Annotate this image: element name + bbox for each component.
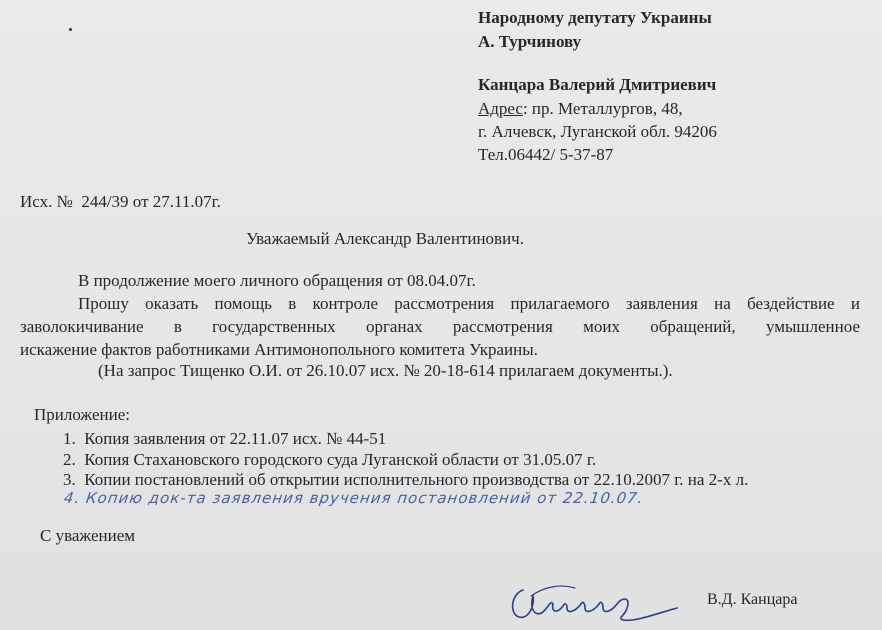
body-paragraph-2-line3: искажение фактов работниками Антимонопольного комитета Украины. xyxy=(20,340,538,359)
handwritten-attachment: 4. Копию док-та заявления вручения постановлений от 22.10.07. xyxy=(62,489,645,507)
signature xyxy=(505,578,685,630)
closing: С уважением xyxy=(40,526,136,545)
sender-phone: Тел.06442/ 5-37-87 xyxy=(478,145,614,164)
attachment-item: 2. Копия Стахановского городского суда Луганской области от 31.05.07 г. xyxy=(63,450,597,469)
attachment-item: 3. Копии постановлений об открытии исполнительного производства от 22.10.2007 г. на 2-х л. xyxy=(63,470,749,489)
body-paragraph-3: (На запрос Тищенко О.И. от 26.10.07 исх. № 20-18-614 прилагаем документы.). xyxy=(98,361,673,380)
sender-address-line1 xyxy=(478,99,683,119)
signature-name: В.Д. Канцара xyxy=(707,591,798,608)
attachments-heading: Приложение: xyxy=(34,405,130,424)
sender-name: Канцара Валерий Дмитриевич xyxy=(478,75,717,94)
salutation: Уважаемый Александр Валентинович. xyxy=(246,229,524,248)
body-paragraph-1: В продолжение моего личного обращения от 08.04.07г. xyxy=(78,271,476,290)
address-street: : пр. Металлургов, 48, xyxy=(522,99,683,118)
attachment-item: 1. Копия заявления от 22.11.07 исх. № 44-51 xyxy=(63,429,387,448)
recipient-line2: А. Турчинову xyxy=(478,32,582,51)
body-paragraph-2-line1: Прошу оказать помощь в контроле рассмотрения прилагаемого заявления на бездействие и xyxy=(78,294,860,313)
address-label: Адрес xyxy=(478,99,523,118)
recipient-line1: Народному депутату Украины xyxy=(478,8,712,27)
outgoing-number: Исх. № 244/39 от 27.11.07г. xyxy=(20,192,221,211)
speck xyxy=(69,28,72,31)
body-paragraph-2-line2: заволокичивание в государственных органах рассмотрения моих обращений, умышленное xyxy=(20,317,860,336)
sender-address-line2: г. Алчевск, Луганской обл. 94206 xyxy=(478,122,717,141)
